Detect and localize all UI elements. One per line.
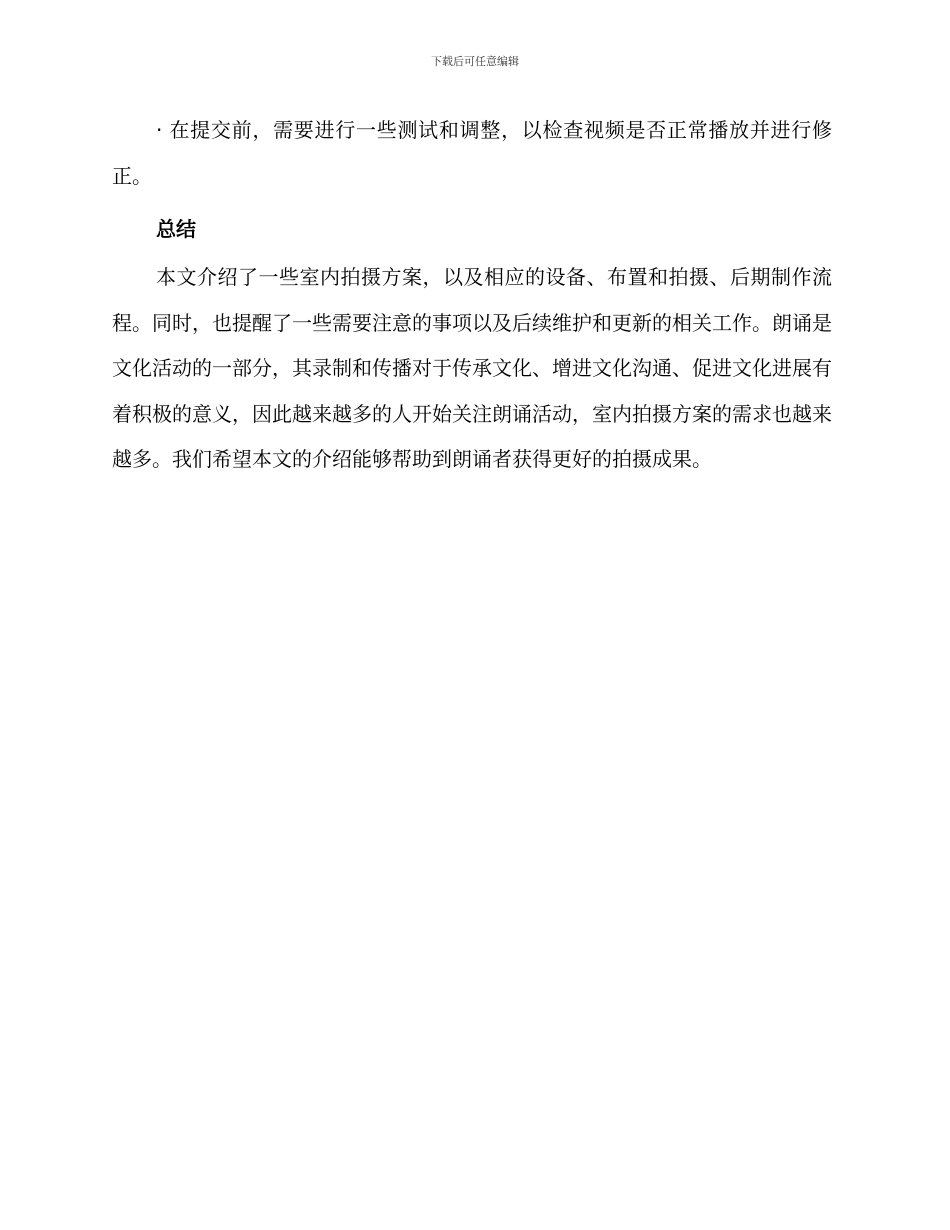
summary-heading: 总结 bbox=[156, 217, 196, 241]
page-header-note: 下载后可任意编辑 bbox=[431, 55, 519, 68]
bullet-paragraph: · 在提交前，需要进行一些测试和调整，以检查视频是否正常播放并进行修正。 bbox=[112, 118, 832, 188]
summary-paragraph: 本文介绍了一些室内拍摄方案，以及相应的设备、布置和拍摄、后期制作流程。同时，也提醒了一些需要注意的事项以及后续维护和更新的相关工作。朗诵是文化活动的一部分，其录制和传播对于传承文化、增进文化沟通、促进文化进展有着积极的意义，因此越来越多的人开始关注朗诵活动，室内拍摄方案的需求也越来越多。我们希望本文的介绍能够帮助到朗诵者获得更好的拍摄成果。 bbox=[112, 265, 832, 471]
document-body bbox=[112, 108, 832, 483]
